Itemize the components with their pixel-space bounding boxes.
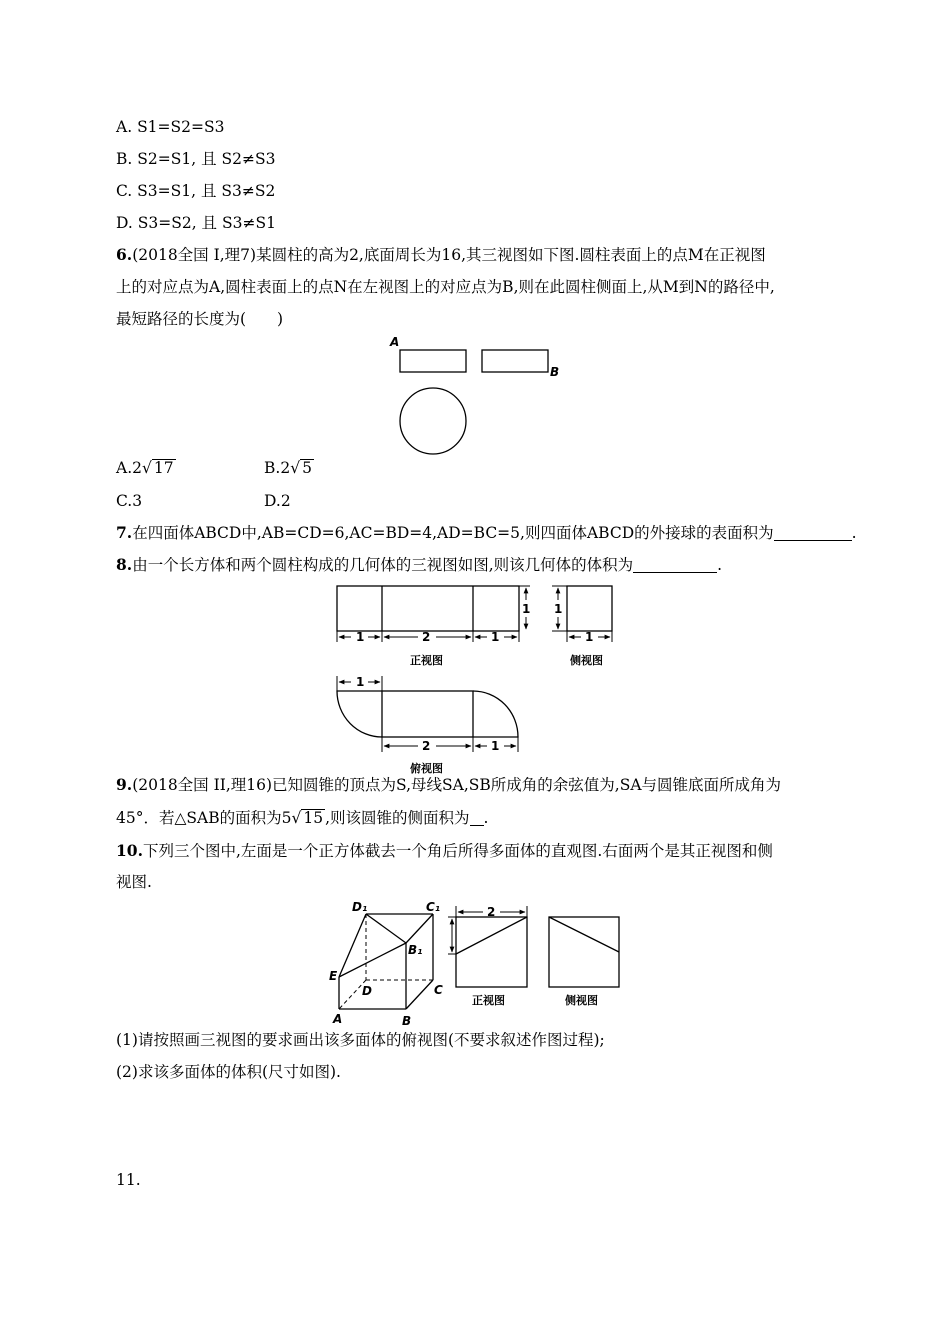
q6-option-d (264, 491, 291, 511)
q6-option-b (264, 458, 314, 478)
vertex-b1-label: B₁ (408, 943, 423, 957)
vertex-c1-label: C₁ (426, 900, 441, 914)
dim-label: 1 (585, 630, 594, 644)
front-view (337, 586, 530, 667)
q8-line (116, 555, 722, 575)
end-punct: . (483, 809, 489, 827)
option-text: S3=S1, 且 S3≠S2 (137, 182, 276, 200)
question-text: 45°．若△SAB的面积为 (116, 809, 282, 827)
question-text: ,则该圆锥的侧面积为 (325, 809, 470, 827)
q5-option-b (116, 149, 275, 169)
q6-line-3: 最短路径的长度为( ) (116, 310, 284, 328)
q6-line-2: 上的对应点为A,圆柱表面上的点N在左视图上的对应点为B,则在此圆柱侧面上,从M到N的路径中, (116, 278, 775, 296)
question-number: 10. (116, 841, 143, 860)
dim-label: 2 (422, 739, 431, 753)
side-view-caption: 侧视图 (565, 994, 598, 1007)
option-text: 3 (132, 492, 143, 510)
q10-side-view (549, 917, 619, 1007)
q10-sub-2: (2)求该多面体的体积(尺寸如图). (116, 1063, 341, 1081)
q10-line-1 (116, 841, 773, 861)
vertex-a-label: A (333, 1012, 343, 1026)
q6-three-view-figure (388, 336, 568, 460)
vertex-d1-label: D₁ (352, 900, 368, 914)
option-label: C. (116, 182, 133, 200)
side-view (552, 586, 612, 667)
sqrt-coef: 5 (281, 809, 292, 827)
question-text: 下列三个图中,左面是一个正方体截去一个角后所得多面体的直观图.右面两个是其正视图和侧 (142, 842, 773, 860)
q10-line-2: 视图. (116, 873, 152, 891)
front-view-rect (400, 350, 466, 372)
q11-number: 11. (116, 1171, 141, 1189)
q5-option-a (116, 117, 224, 137)
top-view (337, 675, 518, 775)
option-label: A. (116, 118, 133, 136)
dim-label: 1 (356, 630, 365, 644)
q6-option-c (116, 491, 142, 511)
dim-label: 2 (487, 905, 496, 919)
sqrt-expression: √ 5 (290, 459, 312, 477)
q10-front-view (448, 905, 527, 1007)
end-punct: . (717, 556, 723, 574)
option-text: S1=S2=S3 (137, 118, 225, 136)
dim-label: 1 (356, 675, 365, 689)
option-text: S2=S1, 且 S2≠S3 (137, 150, 276, 168)
option-label: C. (116, 492, 133, 510)
top-view-caption: 俯视图 (410, 762, 443, 775)
question-number: 9. (116, 775, 133, 794)
front-view-caption: 正视图 (472, 994, 505, 1007)
vertex-d-label: D (362, 984, 372, 998)
question-text: (2018全国 II,理16)已知圆锥的顶点为S,母线SA,SB所成角的余弦值为,SA与圆锥底面所成角为 (132, 776, 782, 794)
vertex-b-label: B (402, 1014, 412, 1028)
sqrt-expression: √ 15 (291, 809, 324, 827)
vertex-e-label: E (329, 969, 338, 983)
option-label: D. (116, 214, 133, 232)
side-view-caption: 侧视图 (570, 654, 603, 667)
question-number: 6. (116, 245, 133, 264)
q6-option-a (116, 458, 176, 478)
q5-option-d (116, 213, 276, 233)
q7-line (116, 523, 857, 543)
option-coef: 2 (280, 459, 291, 477)
option-coef: 2 (132, 459, 142, 477)
q5-option-c (116, 181, 275, 201)
end-punct: . (851, 524, 857, 542)
side-view-rect (482, 350, 548, 372)
q10-figure (326, 898, 626, 1030)
radicand: 15 (303, 809, 324, 827)
dim-label: 1 (522, 602, 531, 616)
q9-line-2 (116, 808, 488, 828)
q9-line-1 (116, 775, 781, 795)
option-label: B. (264, 459, 281, 477)
option-label: A. (116, 459, 133, 477)
q6-line-1 (116, 245, 766, 265)
question-number: 8. (116, 555, 133, 574)
top-view-circle (400, 388, 466, 454)
q8-three-view-figure (330, 580, 630, 776)
question-number: 7. (116, 523, 133, 542)
point-b-label: B (550, 365, 560, 379)
q10-sub-1: (1)请按照画三视图的要求画出该多面体的俯视图(不要求叙述作图过程); (116, 1031, 605, 1049)
dim-label: 1 (554, 602, 563, 616)
vertex-c-label: C (434, 983, 443, 997)
dim-label: 1 (491, 739, 500, 753)
question-text: 在四面体ABCD中,AB=CD=6,AC=BD=4,AD=BC=5,则四面体ABCD的外接球的表面积为 (132, 524, 774, 542)
option-label: B. (116, 150, 133, 168)
option-text: S3=S2, 且 S3≠S1 (137, 214, 276, 232)
sqrt-expression: √ 17 (142, 459, 174, 477)
question-text: (2018全国 I,理7)某圆柱的高为2,底面周长为16,其三视图如下图.圆柱表面上的点M在正视图 (132, 246, 766, 264)
answer-blank (774, 524, 852, 541)
option-text: 2 (280, 492, 291, 510)
question-text: 由一个长方体和两个圆柱构成的几何体的三视图如图,则该几何体的体积为 (132, 556, 634, 574)
dim-label: 1 (491, 630, 500, 644)
radicand: 17 (153, 459, 174, 477)
front-view-caption: 正视图 (410, 654, 443, 667)
answer-blank (633, 556, 717, 573)
point-a-label: A (390, 335, 400, 349)
option-label: D. (264, 492, 281, 510)
answer-blank (470, 809, 484, 826)
radicand: 5 (302, 459, 312, 477)
polyhedron-diagram (339, 914, 433, 1009)
dim-label: 2 (422, 630, 431, 644)
